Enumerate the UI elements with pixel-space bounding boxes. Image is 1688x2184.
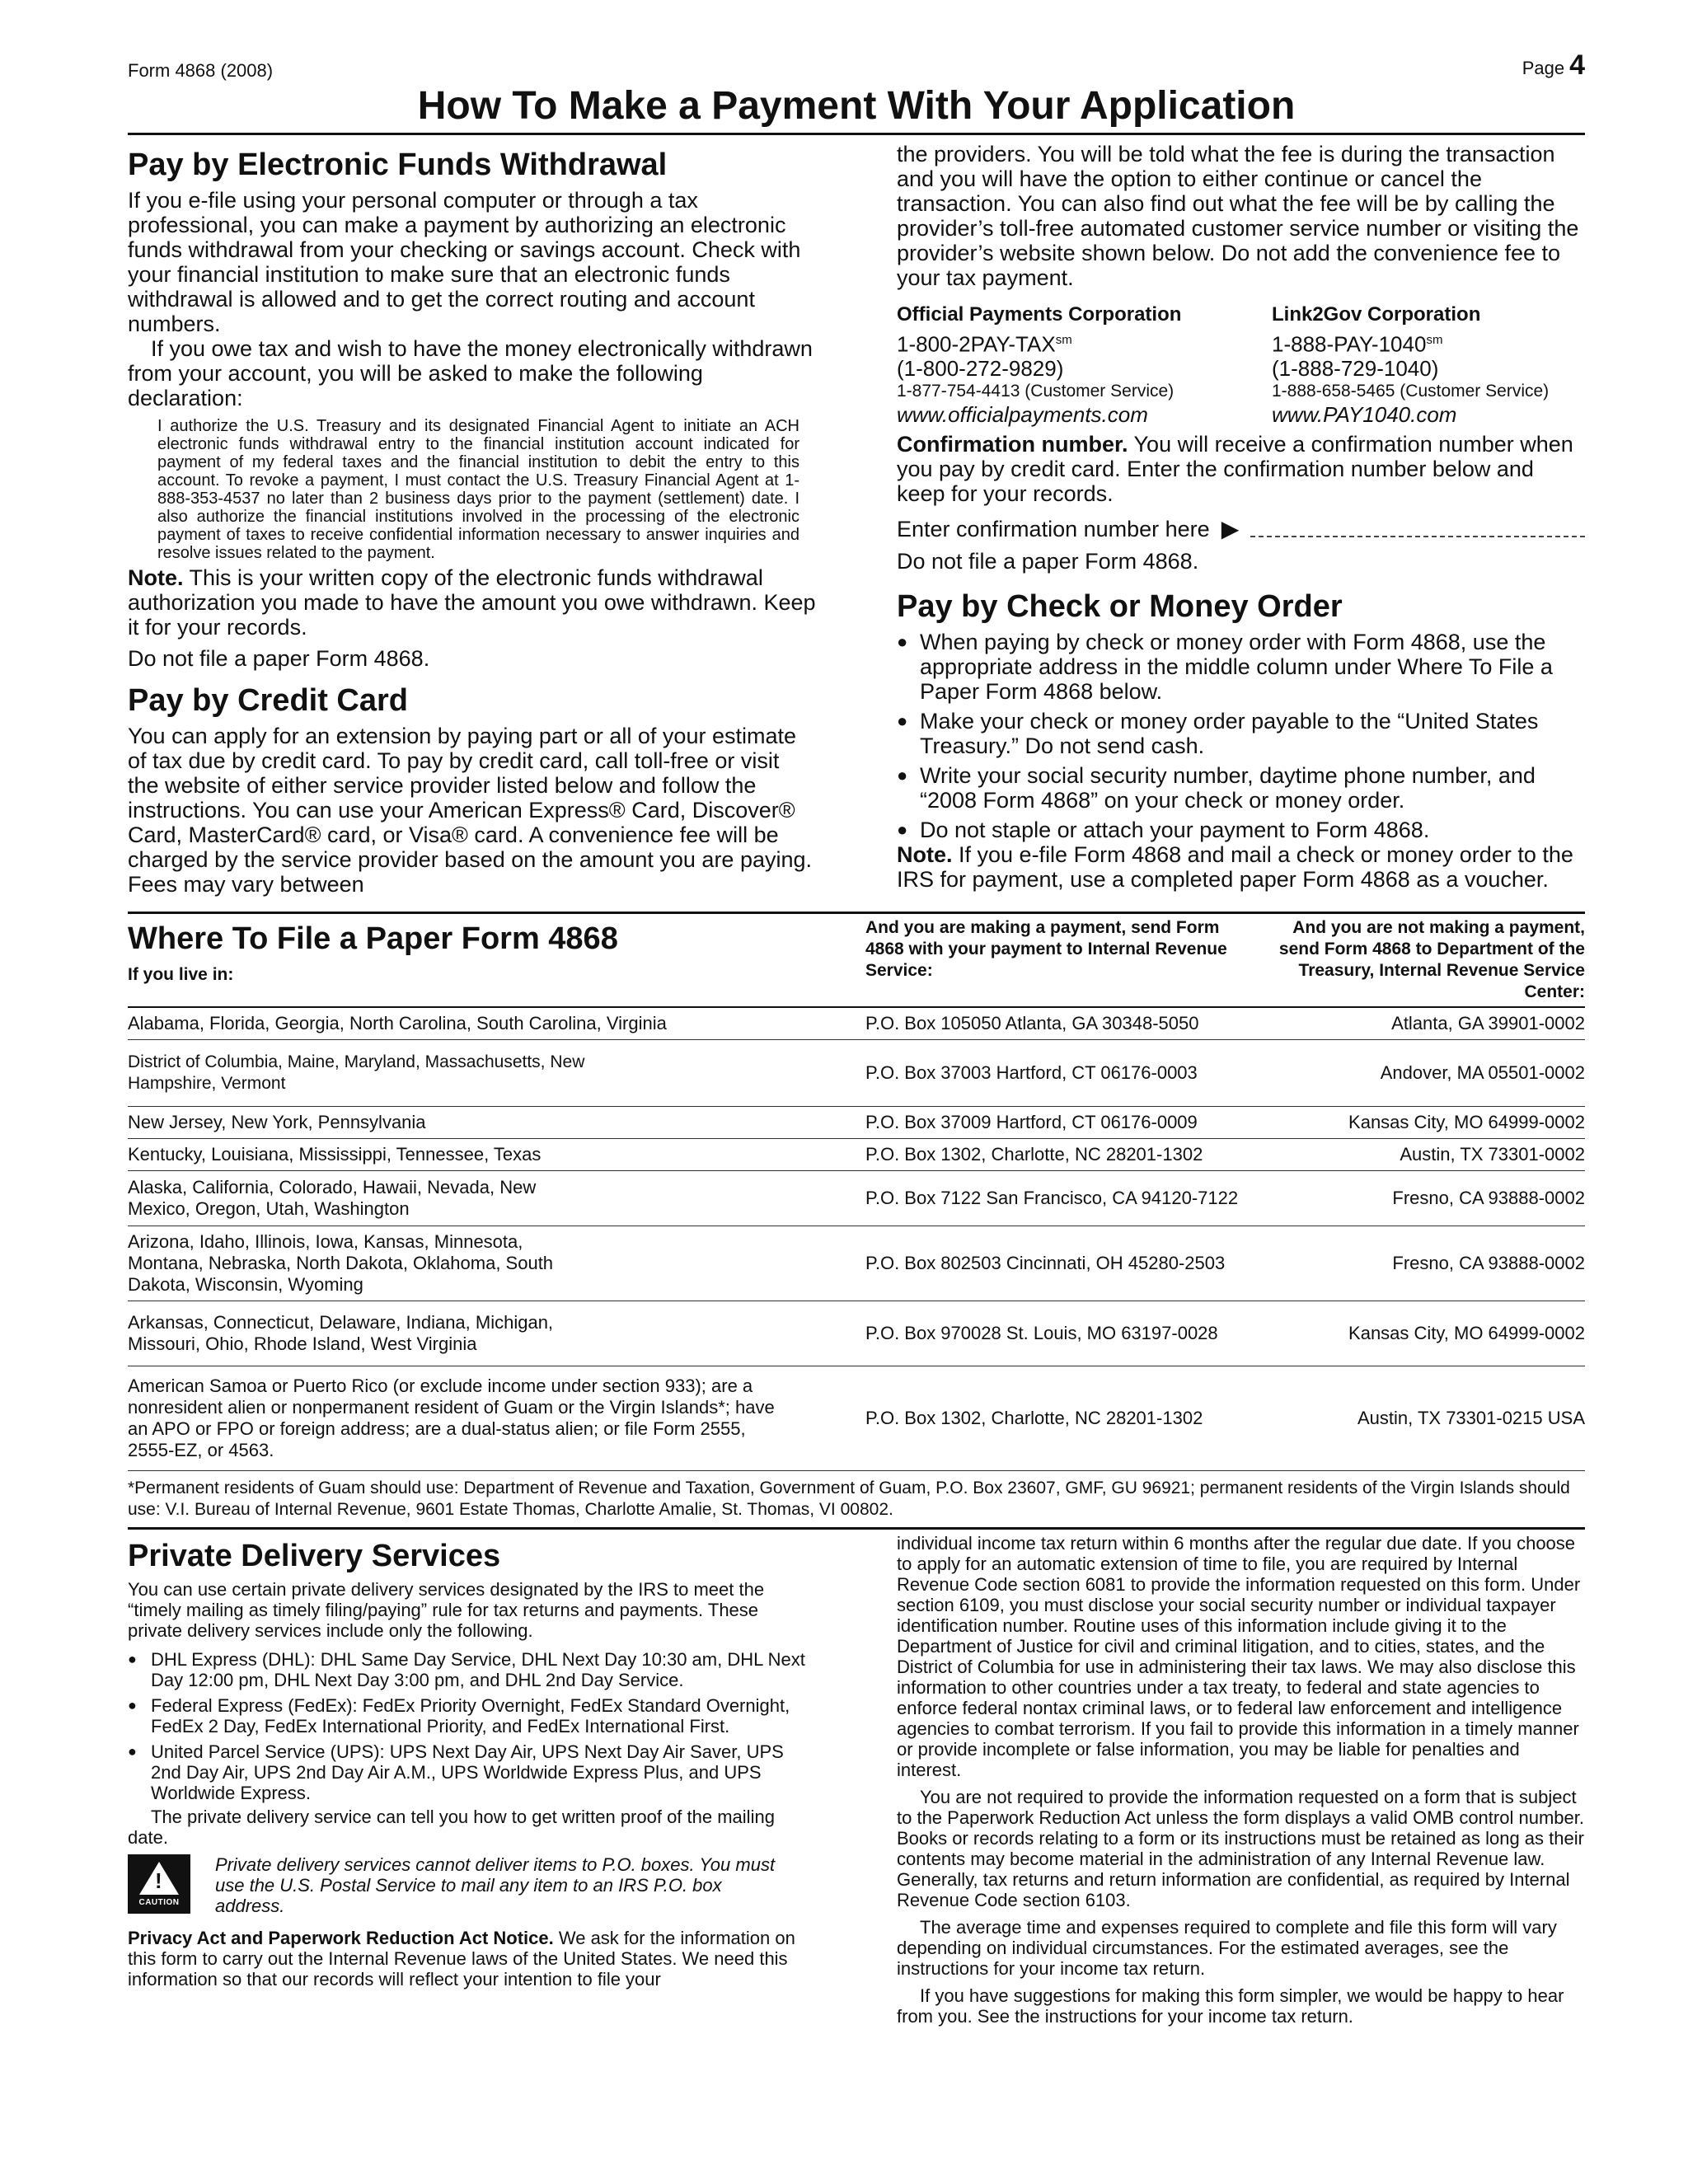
pds-bullet-dhl [128, 1649, 816, 1690]
states-cell: Arkansas, Connecticut, Delaware, Indiana, Michigan, Missouri, Ohio, Rhode Island, West Virginia [128, 1312, 554, 1354]
privacy-p3: The average time and expenses required to complete and file this form will vary depending on individual circumstances. For the estimated averages, see the instructions for your income tax return. [897, 1917, 1557, 1979]
provider-link2gov [1272, 302, 1585, 427]
page-header [128, 49, 1585, 82]
provider-phone [1272, 328, 1585, 357]
warning-triangle-icon: ! [139, 1862, 179, 1895]
bullet-icon: ● [128, 1697, 137, 1713]
pds-bullet-ups [128, 1741, 816, 1803]
payment-address-cell: P.O. Box 1302, Charlotte, NC 28201-1302 [865, 1144, 1203, 1165]
table-header-states [128, 917, 865, 1003]
check-note-label: Note. [897, 841, 953, 867]
privacy-p2: You are not required to provide the information requested on a form that is subject to the Paperwork Reduction Act unless the form displays a valid OMB control number. Books or records relating to a form or its instructions must be retained as long as their contents may become material in the administration of any Internal Revenue law. Generally, tax returns and return information are confidential, as required by Internal Revenue Code section 6103. [897, 1787, 1584, 1910]
bullet-text: When paying by check or money order with Form 4868, use the appropriate address in the middle column under Where To File a Paper Form 4868 below. [920, 629, 1553, 704]
states-cell: Arizona, Idaho, Illinois, Iowa, Kansas, Minnesota, Montana, Nebraska, North Dakota, Oklahoma, South Dakota, Wisconsin, Wyoming [128, 1231, 554, 1295]
check-bullet-3 [897, 763, 1585, 813]
efw-do-not-file: Do not file a paper Form 4868. [128, 646, 430, 671]
table-row [128, 1139, 1585, 1171]
privacy-p4: If you have suggestions for making this form simpler, we would be happy to hear from you. See the instructions for your income tax return. [897, 1985, 1564, 2027]
payment-address-cell: P.O. Box 970028 St. Louis, MO 63197-0028 [865, 1323, 1218, 1343]
table-row [128, 1040, 1585, 1107]
efw-p1: If you e-file using your personal computer or through a tax professional, you can make a payment by authorizing an electronic funds withdrawal from your checking or savings account. Check with your financial institution to make sure that an electronic funds withdrawal is allowed and to get the correct routing and account numbers. [128, 188, 801, 336]
bullet-text: Federal Express (FedEx): FedEx Priority Overnight, FedEx Standard Overnight, FedEx 2 Day, FedEx International Priority, and FedEx International First. [151, 1695, 790, 1736]
provider-phone-number: 1-888-PAY-1040 [1272, 331, 1427, 357]
table-row [128, 1008, 1585, 1040]
no-payment-address-cell: Austin, TX 73301-0002 [1400, 1144, 1585, 1165]
table-header [128, 914, 1585, 1008]
no-payment-address-cell: Andover, MA 05501-0002 [1380, 1062, 1585, 1083]
pds-proof: The private delivery service can tell you how to get written proof of the mailing date. [128, 1807, 775, 1848]
provider-official [897, 302, 1272, 427]
table-row [128, 1226, 1585, 1301]
states-cell: Kentucky, Louisiana, Mississippi, Tennessee, Texas [128, 1144, 542, 1165]
payment-address-cell: P.O. Box 37003 Hartford, CT 06176-0003 [865, 1062, 1198, 1083]
no-payment-address-cell: Austin, TX 73301-0215 USA [1357, 1408, 1585, 1428]
confirmation-entry-label: Enter confirmation number here [897, 516, 1210, 541]
states-cell: Alaska, California, Colorado, Hawaii, Nevada, New Mexico, Oregon, Utah, Washington [128, 1177, 537, 1219]
efw-p2: If you owe tax and wish to have the money electronically withdrawn from your account, you will be asked to make the following declaration: [128, 336, 813, 410]
provider-phone-number: 1-800-2PAY-TAX [897, 331, 1056, 357]
where-heading: Where To File a Paper Form 4868 [128, 921, 618, 956]
page-num: 4 [1569, 49, 1585, 81]
payment-address-cell: P.O. Box 1302, Charlotte, NC 28201-1302 [865, 1408, 1203, 1428]
bullet-icon: ● [897, 710, 908, 731]
form-id: Form 4868 (2008) [128, 60, 274, 81]
efw-note [128, 565, 816, 640]
pds-intro: You can use certain private delivery services designated by the IRS to meet the “timely mailing as timely filing/paying” rule for tax returns and payments. These private delivery services include only the following. [128, 1579, 765, 1641]
right-arrow-icon: ▶ [1221, 515, 1240, 541]
credit-p2: the providers. You will be told what the fee is during the transaction and you will have the option to either continue or cancel the transaction. You can also find out what the fee will be by calling the provider’s toll-free automated customer service number or visiting the provider’s website shown below. Do not add the convenience fee to your tax payment. [897, 142, 1579, 290]
provider-website-link[interactable]: www.PAY1040.com [1272, 401, 1457, 427]
check-bullet-2 [897, 709, 1585, 758]
credit-heading: Pay by Credit Card [128, 683, 408, 718]
check-bullet-1 [897, 630, 1585, 704]
efw-note-text: This is your written copy of the electronic funds withdrawal authorization you made to have the amount you owe withdrawn. Keep it for your records. [128, 565, 816, 640]
bullet-text: United Parcel Service (UPS): UPS Next Day Air, UPS Next Day Air Saver, UPS 2nd Day Air, UPS 2nd Day Air A.M., UPS Worldwide Express Plus, and UPS Worldwide Express. [151, 1741, 784, 1803]
left-column [128, 142, 816, 897]
check-note [897, 842, 1585, 892]
confirmation-body: You will receive a confirmation number when you pay by credit card. Enter the confirmation number below and keep for your records. [897, 431, 1573, 506]
bullet-icon: ● [128, 1743, 137, 1760]
privacy-label: Privacy Act and Paperwork Reduction Act Notice. [128, 1928, 554, 1948]
efw-note-label: Note. [128, 565, 184, 590]
no-payment-address-cell: Atlanta, GA 39901-0002 [1391, 1013, 1585, 1033]
caution-block [128, 1854, 816, 1916]
privacy-text: We ask for the information on this form to carry out the Internal Revenue laws of the United States. We need this information so that our records will reflect your intention to file your [128, 1928, 795, 1990]
credit-do-not-file: Do not file a paper Form 4868. [897, 548, 1199, 574]
table-footnote: *Permanent residents of Guam should use: Department of Revenue and Taxation, Government of Guam, P.O. Box 23607, GMF, GU 96921; permanent residents of the Virgin Islands should use: V.I. Bureau of Internal Revenue, 9601 Estate Thomas, Charlotte Amalie, St. Thomas, VI 00802. [128, 1471, 1585, 1530]
top-columns [128, 142, 1585, 897]
confirmation-entry [897, 516, 1585, 542]
page-number [1522, 49, 1585, 82]
no-payment-address-cell: Kansas City, MO 64999-0002 [1348, 1112, 1585, 1132]
where-to-file-table [128, 912, 1585, 1530]
efw-declaration: I authorize the U.S. Treasury and its designated Financial Agent to initiate an ACH electronic funds withdrawal entry to the financial institution account indicated for payment of my federal taxes and the financial institution to debit the entry to this account. To revoke a payment, I must contact the U.S. Treasury Financial Agent at 1-888-353-4537 no later than 2 business days prior to the payment (settlement) date. I also authorize the financial institutions involved in the processing of the electronic payment of taxes to receive confidential information necessary to answer inquiries and resolve issues related to the payment. [157, 417, 799, 562]
states-cell: District of Columbia, Maine, Maryland, Massachusetts, New Hampshire, Vermont [128, 1052, 585, 1093]
service-mark: sm [1055, 333, 1072, 347]
pds-bullet-fedex [128, 1695, 816, 1736]
states-cell: Alabama, Florida, Georgia, North Carolina, South Carolina, Virginia [128, 1013, 667, 1033]
table-row [128, 1107, 1585, 1139]
no-payment-address-cell: Fresno, CA 93888-0002 [1392, 1188, 1585, 1208]
caution-icon-label: CAUTION [138, 1897, 180, 1907]
states-cell: American Samoa or Puerto Rico (or exclude income under section 933); are a nonresident alien or nonpermanent resident of Guam or the Virgin Islands*; have an APO or FPO or foreign address; are a dual-status alien; or file Form 2555, 2555-EZ, or 4563. [128, 1376, 775, 1460]
check-bullet-4 [897, 818, 1585, 842]
payment-address-cell: P.O. Box 105050 Atlanta, GA 30348-5050 [865, 1013, 1199, 1033]
provider-name: Official Payments Corporation [897, 303, 1182, 326]
provider-phone [897, 328, 1272, 357]
provider-phone-numeric: (1-888-729-1040) [1272, 355, 1439, 381]
bullet-text: Do not staple or attach your payment to Form 4868. [920, 817, 1430, 842]
provider-phone-numeric: (1-800-272-9829) [897, 355, 1064, 381]
pds-column [128, 1533, 816, 2027]
credit-p1: You can apply for an extension by paying part or all of your estimate of tax due by credit card. To pay by credit card, call toll-free or visit the website of either service provider listed below and follow the instructions. You can use your American Express® Card, Discover® Card, MasterCard® card, or Visa® card. A convenience fee will be charged by the service provider based on the amount you are paying. Fees may vary between [128, 724, 813, 897]
caution-text: Private delivery services cannot deliver items to P.O. boxes. You must use the U.S. Postal Service to mail any item to an IRS P.O. box address. [215, 1854, 776, 1916]
service-mark: sm [1426, 333, 1443, 347]
bullet-text: Make your check or money order payable to the “United States Treasury.” Do not send cash. [920, 708, 1539, 758]
bullet-icon: ● [897, 818, 908, 840]
provider-list [897, 302, 1585, 427]
caution-icon [128, 1854, 190, 1914]
payment-address-cell: P.O. Box 7122 San Francisco, CA 94120-7122 [865, 1188, 1239, 1208]
confirmation-label: Confirmation number. [897, 431, 1128, 457]
page-title: How To Make a Payment With Your Application [128, 83, 1585, 135]
confirmation-number-field[interactable] [1250, 521, 1585, 537]
form-page [128, 49, 1585, 2027]
table-row [128, 1366, 1585, 1471]
table-header-payment: And you are making a payment, send Form 4868 with your payment to Internal Revenue Service: [865, 918, 1227, 980]
table-row [128, 1301, 1585, 1366]
confirmation-text [897, 432, 1585, 506]
privacy-p1: individual income tax return within 6 months after the regular due date. If you choose to apply for an automatic extension of time to file, you are required by Internal Revenue Code section 6081 to provide the information requested on this form. Under section 6109, you must disclose your social security number or individual taxpayer identification number. Routine uses of this information include giving it to the Department of Justice for civil and criminal litigation, and to cities, states, and the District of Columbia for use in administering their tax laws. We may also disclose this information to other countries under a tax treaty, to federal and state agencies to enforce federal nontax criminal laws, or to federal law enforcement and intelligence agencies to combat terrorism. If you fail to provide this information in a timely manner or provide incomplete or false information, you may be liable for penalties and interest. [897, 1533, 1581, 1780]
table-header-no-payment: And you are not making a payment, send Form 4868 to Department of the Treasury, Internal Revenue Service Center: [1278, 918, 1585, 1001]
bottom-columns [128, 1533, 1585, 2027]
bullet-icon: ● [897, 764, 908, 785]
privacy-column [897, 1533, 1585, 2027]
bullet-icon: ● [897, 630, 908, 652]
right-column [897, 142, 1585, 897]
provider-customer-service: 1-888-658-5465 (Customer Service) [1272, 381, 1550, 401]
check-note-text: If you e-file Form 4868 and mail a check or money order to the IRS for payment, use a completed paper Form 4868 as a voucher. [897, 841, 1573, 892]
provider-name: Link2Gov Corporation [1272, 303, 1481, 326]
no-payment-address-cell: Kansas City, MO 64999-0002 [1348, 1323, 1585, 1343]
bullet-icon: ● [128, 1651, 137, 1667]
provider-website-link[interactable]: www.officialpayments.com [897, 401, 1148, 427]
pds-heading: Private Delivery Services [128, 1539, 501, 1573]
no-payment-address-cell: Fresno, CA 93888-0002 [1392, 1253, 1585, 1273]
payment-address-cell: P.O. Box 802503 Cincinnati, OH 45280-2503 [865, 1253, 1226, 1273]
table-row [128, 1171, 1585, 1226]
page-label: Page [1522, 58, 1565, 78]
privacy-notice [128, 1928, 816, 1990]
provider-customer-service: 1-877-754-4413 (Customer Service) [897, 381, 1175, 401]
states-cell: New Jersey, New York, Pennsylvania [128, 1112, 426, 1132]
where-subheading: If you live in: [128, 965, 234, 984]
bullet-text: Write your social security number, daytime phone number, and “2008 Form 4868” on your check or money order. [920, 762, 1536, 813]
efw-heading: Pay by Electronic Funds Withdrawal [128, 148, 668, 182]
payment-address-cell: P.O. Box 37009 Hartford, CT 06176-0009 [865, 1112, 1198, 1132]
bullet-text: DHL Express (DHL): DHL Same Day Service, DHL Next Day 10:30 am, DHL Next Day 12:00 pm, DHL Next Day 3:00 pm, and DHL 2nd Day Service. [151, 1649, 805, 1690]
check-heading: Pay by Check or Money Order [897, 588, 1343, 624]
